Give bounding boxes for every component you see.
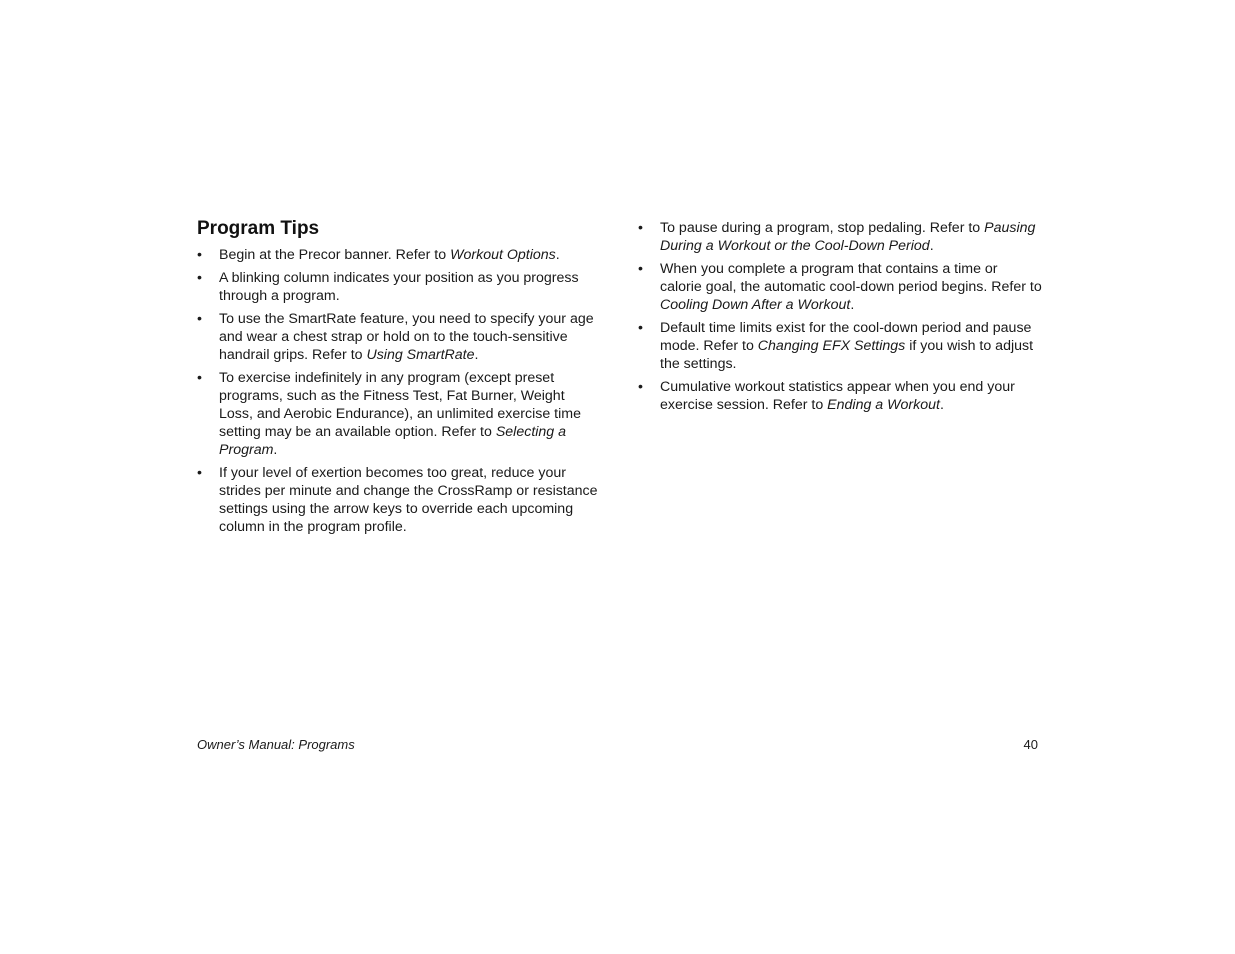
bullet-icon: • [197, 247, 202, 263]
footer-title: Owner’s Manual: Programs [197, 737, 355, 752]
tip-text: If your level of exertion becomes too great, reduce your strides per minute and change the CrossRamp or resistance settings using the arrow keys to override each upcoming column in the program profile. [219, 465, 598, 535]
right-tips-list [638, 219, 1043, 419]
tip-text: Default time limits exist for the cool-down period and pause mode. Refer to [660, 320, 1032, 354]
tip-reference: Selecting a Program [219, 424, 567, 458]
section-heading: Program Tips [197, 218, 320, 239]
bullet-icon: • [197, 270, 202, 286]
tip-reference: Ending a Workout [827, 397, 940, 413]
tip-text: Begin at the Precor banner. Refer to [219, 247, 451, 263]
tip-text: A blinking column indicates your position as you progress through a program. [219, 270, 579, 304]
tip-text: To use the SmartRate feature, you need to specify your age and wear a chest strap or hold on to the touch-sensitive handrail grips. Refer to [219, 311, 594, 363]
bullet-icon: • [638, 320, 643, 336]
tip-item [638, 378, 1043, 414]
tip-reference: Cooling Down After a Workout [660, 297, 851, 313]
tip-text: Cumulative workout statistics appear when you end your exercise session. Refer to [660, 379, 1015, 413]
bullet-icon: • [638, 220, 643, 236]
tip-item [197, 246, 602, 264]
tip-text: To pause during a program, stop pedaling. Refer to [660, 220, 985, 236]
page-number: 40 [1023, 737, 1038, 752]
tip-item [638, 319, 1043, 373]
tip-text-end: . [850, 297, 855, 313]
tip-reference: Using SmartRate [366, 347, 475, 363]
tip-item [638, 260, 1043, 314]
tip-text: When you complete a program that contains a time or calorie goal, the automatic cool-down period begins. Refer to [660, 261, 1042, 295]
tip-reference: Workout Options [450, 247, 556, 263]
tip-item [197, 269, 602, 305]
tip-text-end: . [929, 238, 934, 254]
bullet-icon: • [638, 261, 643, 277]
tip-text-end: . [555, 247, 560, 263]
left-tips-list [197, 246, 602, 541]
tip-item [197, 464, 602, 536]
tip-reference: Changing EFX Settings [757, 338, 906, 354]
tip-reference: Pausing During a Workout or the Cool-Down Period [660, 220, 1036, 254]
bullet-icon: • [197, 370, 202, 386]
tip-item [638, 219, 1043, 255]
tip-text-end: . [474, 347, 479, 363]
tip-text-end: . [939, 397, 944, 413]
tip-text-end: if you wish to adjust the settings. [660, 338, 1034, 372]
tip-text-end: . [273, 442, 278, 458]
tip-item [197, 310, 602, 364]
bullet-icon: • [197, 311, 202, 327]
bullet-icon: • [638, 379, 643, 395]
tip-item [197, 369, 602, 459]
bullet-icon: • [197, 465, 202, 481]
tip-text: To exercise indefinitely in any program (except preset programs, such as the Fitness Test, Fat Burner, Weight Loss, and Aerobic Endurance), an unlimited exercise time setting may be an available option. Refer to [219, 370, 581, 440]
